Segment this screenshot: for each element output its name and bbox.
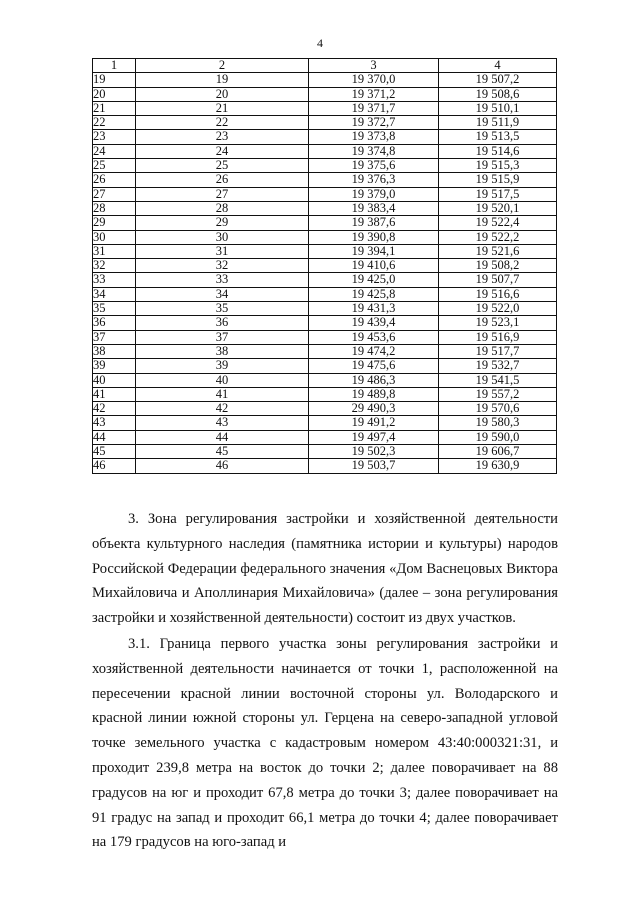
table-row xyxy=(93,116,557,130)
table-cell: 43 xyxy=(136,416,309,430)
table-cell: 35 xyxy=(93,302,136,316)
table-cell: 19 xyxy=(136,73,309,87)
table-cell: 19 508,2 xyxy=(439,259,557,273)
table-cell: 23 xyxy=(93,130,136,144)
table-cell: 31 xyxy=(136,244,309,258)
table-cell: 19 590,0 xyxy=(439,430,557,444)
table-cell: 41 xyxy=(93,387,136,401)
table-cell: 46 xyxy=(136,459,309,473)
table-cell: 45 xyxy=(93,445,136,459)
table-cell: 31 xyxy=(93,244,136,258)
table-cell: 19 383,4 xyxy=(309,201,439,215)
table-cell: 24 xyxy=(136,144,309,158)
table-cell: 44 xyxy=(136,430,309,444)
coordinates-table xyxy=(92,58,557,474)
table-cell: 19 532,7 xyxy=(439,359,557,373)
table-cell: 19 410,6 xyxy=(309,259,439,273)
table-cell: 19 371,2 xyxy=(309,87,439,101)
table-cell: 19 390,8 xyxy=(309,230,439,244)
table-row xyxy=(93,201,557,215)
table-cell: 19 523,1 xyxy=(439,316,557,330)
table-row xyxy=(93,302,557,316)
table-cell: 19 474,2 xyxy=(309,344,439,358)
table-row xyxy=(93,344,557,358)
table-cell: 19 517,5 xyxy=(439,187,557,201)
table-header-row xyxy=(93,59,557,73)
table-cell: 35 xyxy=(136,302,309,316)
table-row xyxy=(93,259,557,273)
table-cell: 19 491,2 xyxy=(309,416,439,430)
table-cell: 22 xyxy=(93,116,136,130)
table-cell: 19 557,2 xyxy=(439,387,557,401)
table-row xyxy=(93,130,557,144)
table-cell: 46 xyxy=(93,459,136,473)
table-cell: 19 371,7 xyxy=(309,101,439,115)
table-cell: 28 xyxy=(136,201,309,215)
table-cell: 40 xyxy=(93,373,136,387)
table-cell: 26 xyxy=(93,173,136,187)
table-cell: 28 xyxy=(93,201,136,215)
table-row xyxy=(93,402,557,416)
table-cell: 27 xyxy=(93,187,136,201)
table-cell: 33 xyxy=(136,273,309,287)
paragraph: 3.1. Граница первого участка зоны регулирования застройки и хозяйственной деятельности начинается от точки 1, расположенной на пересечении красной линии восточной стороны ул. Володарского и красной линии южной стороны ул. Герцена на северо-западной угловой точке земельного участка с кадастровым номером 43:40:000321:31, и проходит 239,8 метра на восток до точки 2; далее поворачивает на 88 градусов на юг и проходит 67,8 метра до точки 3; далее поворачивает на 91 градус на запад и проходит 66,1 метра до точки 4; далее поворачивает на 179 градусов на юго-запад и xyxy=(92,636,558,851)
table-cell: 25 xyxy=(93,159,136,173)
table-cell: 19 580,3 xyxy=(439,416,557,430)
table-cell: 23 xyxy=(136,130,309,144)
table-cell: 19 453,6 xyxy=(309,330,439,344)
table-cell: 19 373,8 xyxy=(309,130,439,144)
table-cell: 22 xyxy=(136,116,309,130)
table-cell: 19 475,6 xyxy=(309,359,439,373)
table-row xyxy=(93,387,557,401)
table-cell: 19 606,7 xyxy=(439,445,557,459)
table-cell: 43 xyxy=(93,416,136,430)
table-cell: 19 511,9 xyxy=(439,116,557,130)
paragraph: 3. Зона регулирования застройки и хозяйственной деятельности объекта культурного наследия (памятника истории и культуры) народов Российской Федерации федерального значения «Дом Васнецовых Виктора Михайловича и Аполлинария Михайловича» (далее – зона регулирования застройки и хозяйственной деятельности) состоит из двух участков. xyxy=(92,511,558,627)
table-cell: 19 372,7 xyxy=(309,116,439,130)
table-row xyxy=(93,359,557,373)
table-cell: 19 431,3 xyxy=(309,302,439,316)
table-cell: 33 xyxy=(93,273,136,287)
table-cell: 32 xyxy=(136,259,309,273)
table-cell: 19 xyxy=(93,73,136,87)
table-cell: 19 520,1 xyxy=(439,201,557,215)
table-cell: 30 xyxy=(93,230,136,244)
table-row xyxy=(93,216,557,230)
table-cell: 19 508,6 xyxy=(439,87,557,101)
column-header: 2 xyxy=(136,59,309,73)
table-cell: 29 xyxy=(136,216,309,230)
table-cell: 19 522,0 xyxy=(439,302,557,316)
table-cell: 25 xyxy=(136,159,309,173)
table-cell: 37 xyxy=(93,330,136,344)
table-cell: 19 503,7 xyxy=(309,459,439,473)
table-cell: 19 507,2 xyxy=(439,73,557,87)
table-cell: 19 374,8 xyxy=(309,144,439,158)
table-cell: 26 xyxy=(136,173,309,187)
table-cell: 19 517,7 xyxy=(439,344,557,358)
table-row xyxy=(93,244,557,258)
page-number: 4 xyxy=(317,36,323,50)
table-row xyxy=(93,101,557,115)
table-cell: 19 516,9 xyxy=(439,330,557,344)
table-cell: 39 xyxy=(136,359,309,373)
table-cell: 21 xyxy=(93,101,136,115)
table-row xyxy=(93,330,557,344)
table-row xyxy=(93,445,557,459)
table-cell: 38 xyxy=(136,344,309,358)
table-cell: 19 507,7 xyxy=(439,273,557,287)
section-3-text xyxy=(92,507,558,631)
table-cell: 42 xyxy=(136,402,309,416)
table-row xyxy=(93,316,557,330)
table-row xyxy=(93,416,557,430)
table-cell: 20 xyxy=(136,87,309,101)
table-cell: 19 379,0 xyxy=(309,187,439,201)
table-cell: 19 497,4 xyxy=(309,430,439,444)
table-cell: 42 xyxy=(93,402,136,416)
table-row xyxy=(93,287,557,301)
table-cell: 29 490,3 xyxy=(309,402,439,416)
table-row xyxy=(93,173,557,187)
table-cell: 30 xyxy=(136,230,309,244)
table-cell: 19 515,3 xyxy=(439,159,557,173)
table-cell: 40 xyxy=(136,373,309,387)
table-cell: 45 xyxy=(136,445,309,459)
table-row xyxy=(93,430,557,444)
table-cell: 27 xyxy=(136,187,309,201)
table-row xyxy=(93,73,557,87)
table-cell: 19 570,6 xyxy=(439,402,557,416)
table-cell: 34 xyxy=(93,287,136,301)
table-cell: 37 xyxy=(136,330,309,344)
table-cell: 24 xyxy=(93,144,136,158)
table-cell: 19 521,6 xyxy=(439,244,557,258)
table-row xyxy=(93,144,557,158)
table-cell: 19 439,4 xyxy=(309,316,439,330)
table-cell: 19 370,0 xyxy=(309,73,439,87)
table-cell: 19 515,9 xyxy=(439,173,557,187)
table-cell: 38 xyxy=(93,344,136,358)
table-cell: 36 xyxy=(93,316,136,330)
table-row xyxy=(93,159,557,173)
table-row xyxy=(93,373,557,387)
table-cell: 19 387,6 xyxy=(309,216,439,230)
table-cell: 41 xyxy=(136,387,309,401)
column-header: 1 xyxy=(93,59,136,73)
table-cell: 44 xyxy=(93,430,136,444)
table-cell: 19 486,3 xyxy=(309,373,439,387)
table-cell: 19 630,9 xyxy=(439,459,557,473)
table-cell: 19 510,1 xyxy=(439,101,557,115)
table-cell: 29 xyxy=(93,216,136,230)
table-cell: 19 375,6 xyxy=(309,159,439,173)
table-cell: 20 xyxy=(93,87,136,101)
table-row xyxy=(93,87,557,101)
table-cell: 19 425,0 xyxy=(309,273,439,287)
table-cell: 19 522,2 xyxy=(439,230,557,244)
table-cell: 19 425,8 xyxy=(309,287,439,301)
table-cell: 19 394,1 xyxy=(309,244,439,258)
table-cell: 19 514,6 xyxy=(439,144,557,158)
column-header: 3 xyxy=(309,59,439,73)
table-cell: 19 516,6 xyxy=(439,287,557,301)
table-cell: 19 541,5 xyxy=(439,373,557,387)
table-cell: 36 xyxy=(136,316,309,330)
table-cell: 19 513,5 xyxy=(439,130,557,144)
table-row xyxy=(93,459,557,473)
column-header: 4 xyxy=(439,59,557,73)
table-body xyxy=(93,73,557,473)
table-cell: 21 xyxy=(136,101,309,115)
section-3-1-text xyxy=(92,632,558,855)
table-cell: 19 522,4 xyxy=(439,216,557,230)
table-cell: 32 xyxy=(93,259,136,273)
table-row xyxy=(93,230,557,244)
table-cell: 19 502,3 xyxy=(309,445,439,459)
table-cell: 19 376,3 xyxy=(309,173,439,187)
table-cell: 39 xyxy=(93,359,136,373)
table-cell: 19 489,8 xyxy=(309,387,439,401)
table-row xyxy=(93,273,557,287)
table-cell: 34 xyxy=(136,287,309,301)
table-row xyxy=(93,187,557,201)
